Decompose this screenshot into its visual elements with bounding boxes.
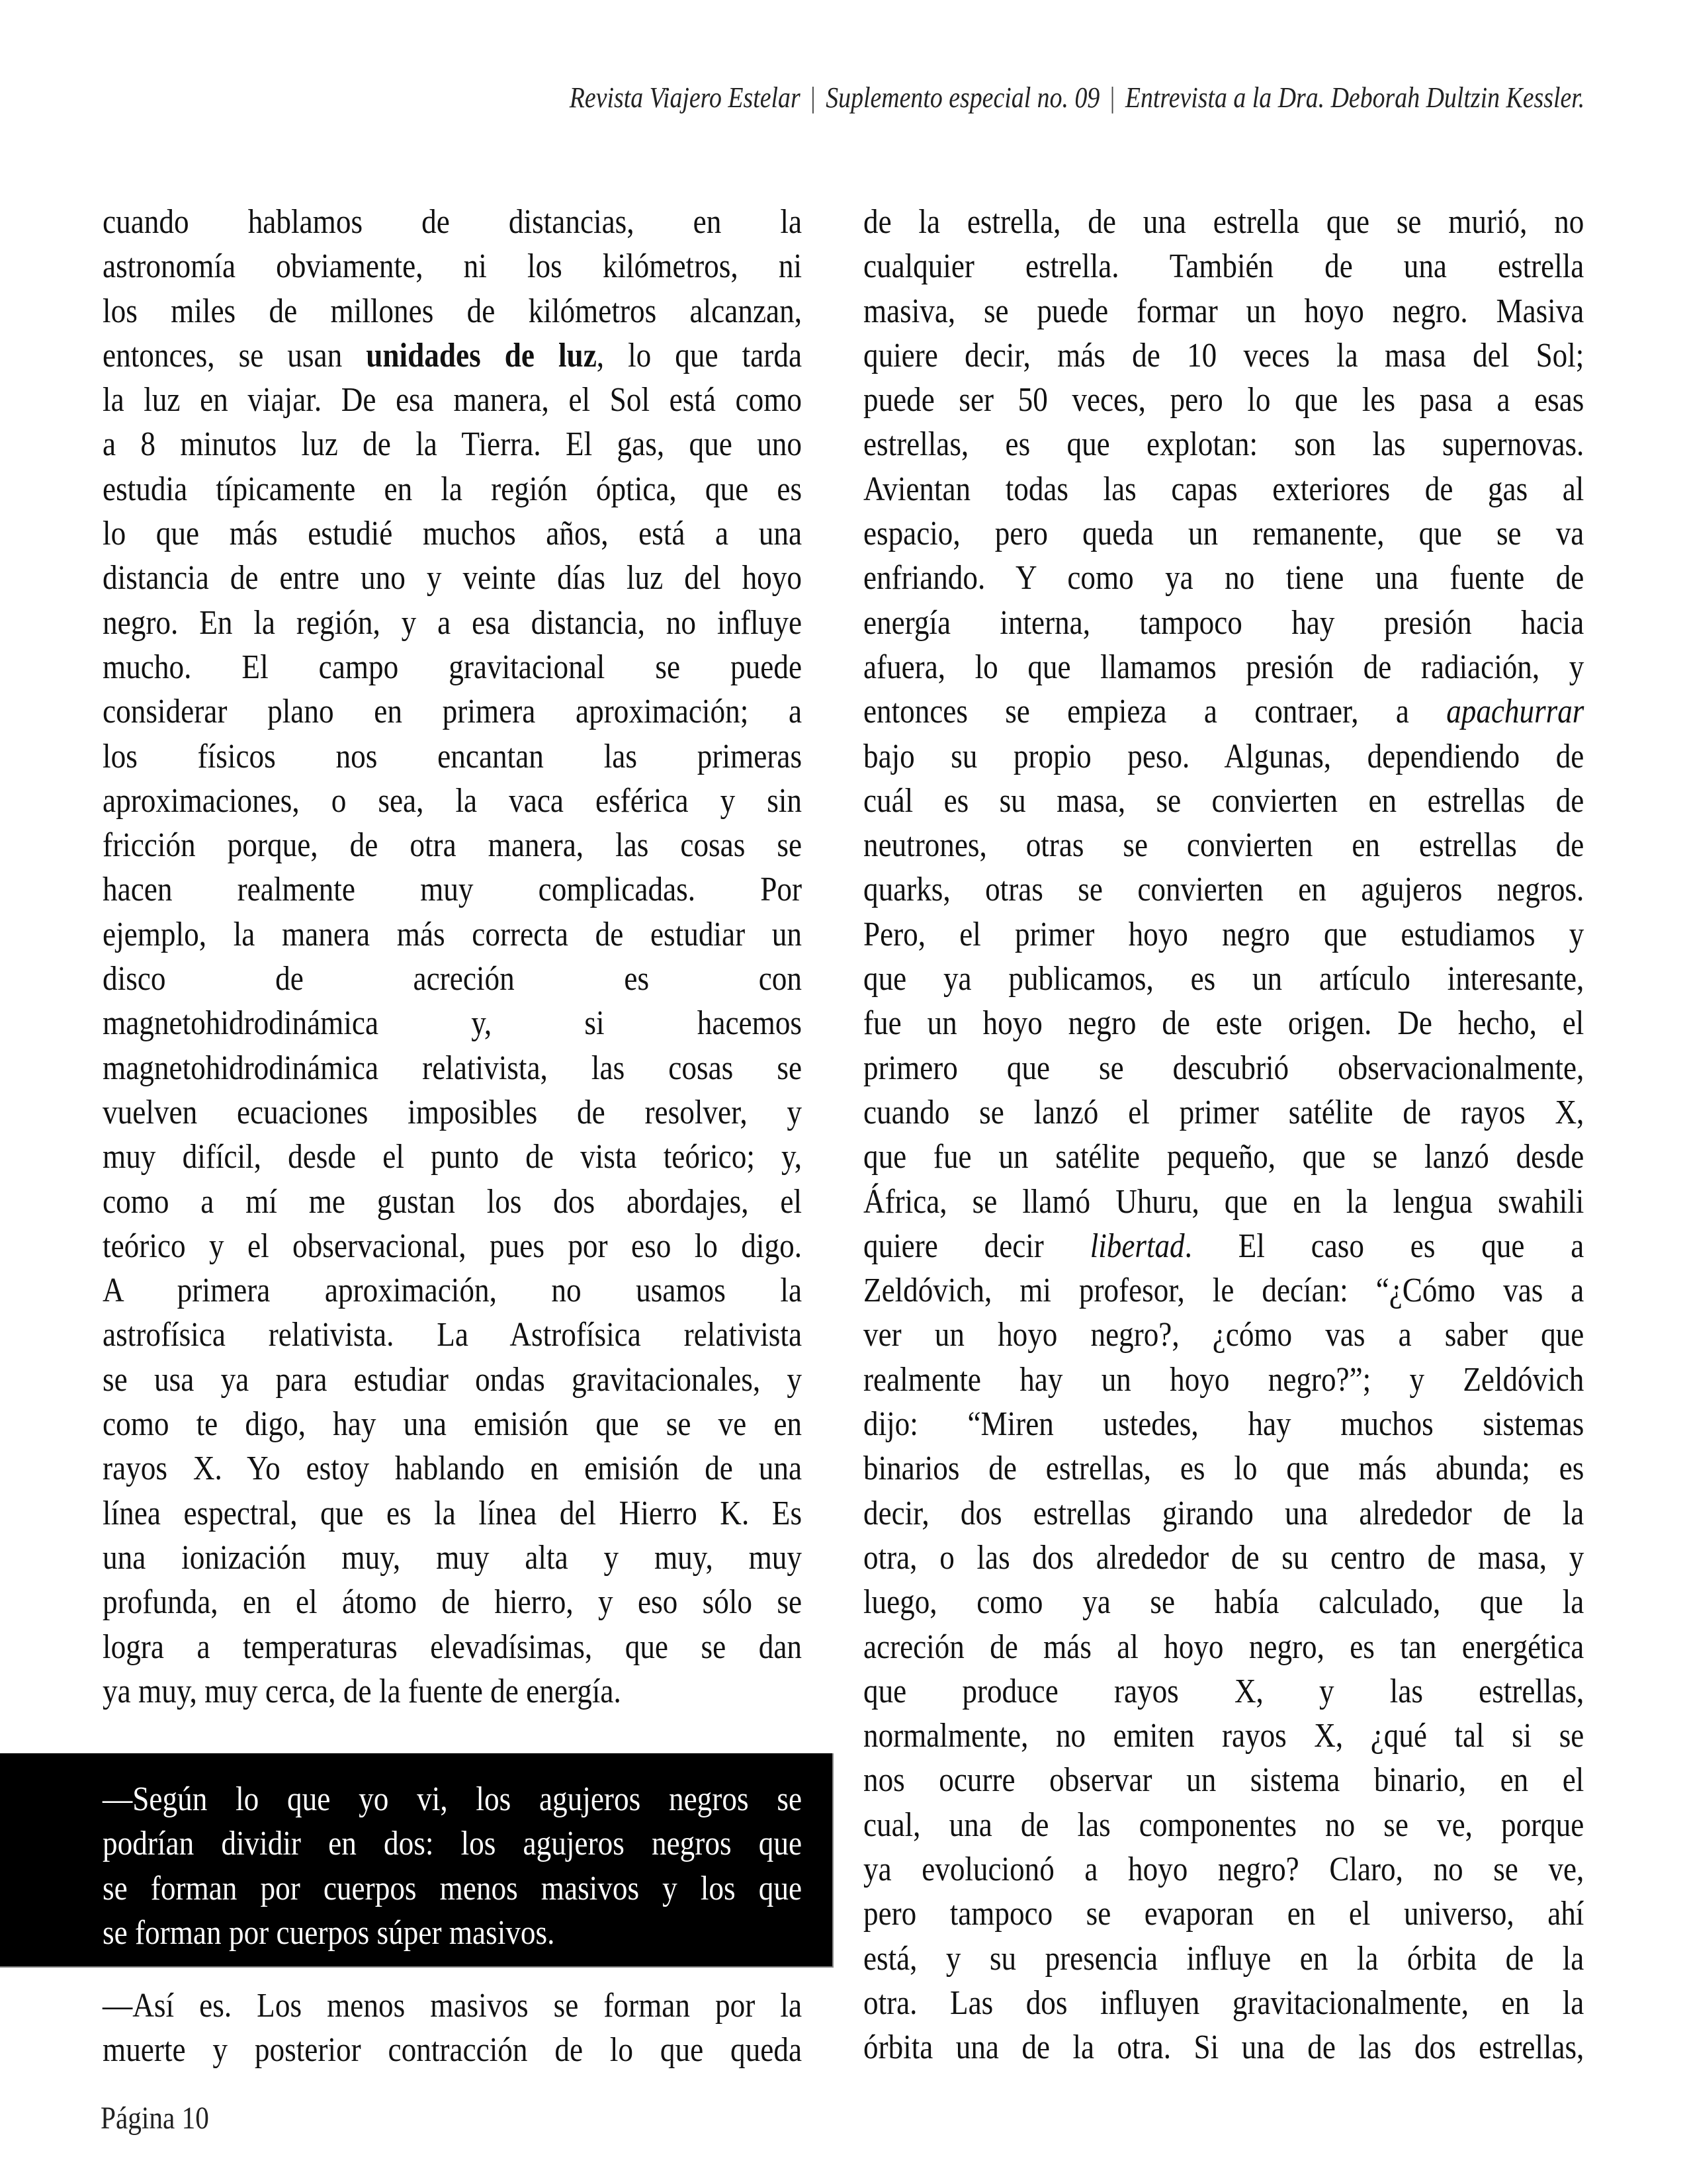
- text-line: se forman por cuerpos súper masivos.: [103, 1913, 555, 1952]
- text-line: acreción de más al hoyo negro, es tan energética: [863, 1628, 1584, 1666]
- text-line: estudia típicamente en la región óptica, que es: [103, 470, 802, 508]
- text-line: que produce rayos X, y las estrellas,: [863, 1672, 1584, 1710]
- text-line: que ya publicamos, es un artículo interesante,: [863, 960, 1584, 998]
- text-line: cualquier estrella. También de una estrella: [863, 247, 1584, 286]
- text-line: afuera, lo que llamamos presión de radiación, y: [863, 648, 1584, 686]
- text-line: una ionización muy, muy alta y muy, muy: [103, 1538, 802, 1577]
- text-line: como te digo, hay una emisión que se ve en: [103, 1405, 802, 1444]
- text-line: órbita una de la otra. Si una de las dos estrellas,: [863, 2029, 1584, 2067]
- emphasis-bold: unidades de luz: [366, 336, 597, 374]
- text-line: de la estrella, de una estrella que se murió, no: [863, 203, 1584, 241]
- text-line: los miles de millones de kilómetros alcanzan,: [103, 292, 802, 330]
- text-line: magnetohidrodinámica relativista, las cosas se: [103, 1049, 802, 1087]
- text-line: puede ser 50 veces, pero lo que les pasa a esas: [863, 381, 1584, 419]
- text-line: Zeldóvich, mi profesor, le decían: “¿Cómo vas a: [863, 1272, 1584, 1310]
- text-line: energía interna, tampoco hay presión hacia: [863, 603, 1584, 642]
- text-line: decir, dos estrellas girando una alrededor de la: [863, 1494, 1584, 1532]
- text-line: muy difícil, desde el punto de vista teórico; y,: [103, 1138, 802, 1176]
- text-line: fricción porque, de otra manera, las cosas se: [103, 826, 802, 865]
- text-line: masiva, se puede formar un hoyo negro. Masiva: [863, 292, 1584, 330]
- article-title: Entrevista a la Dra. Deborah Dultzin Kessler.: [1125, 81, 1584, 114]
- text-line: pero tampoco se evaporan en el universo, ahí: [863, 1895, 1584, 1933]
- text-line: está, y su presencia influye en la órbita de la: [863, 1939, 1584, 1978]
- text-line: quiere decir, más de 10 veces la masa del Sol;: [863, 336, 1584, 374]
- text-line: profunda, en el átomo de hierro, y eso sólo se: [103, 1583, 802, 1622]
- text-line: como a mí me gustan los dos abordajes, el: [103, 1182, 802, 1221]
- text-line: disco de acreción es con: [103, 960, 802, 998]
- emphasis-italic: libertad: [1090, 1227, 1185, 1265]
- text-line: teórico y el observacional, pues por eso lo digo.: [103, 1227, 802, 1265]
- text-line: quiere decir libertad. El caso es que a: [863, 1227, 1584, 1265]
- text-line: realmente hay un hoyo negro?”; y Zeldóvich: [863, 1360, 1584, 1399]
- text-line: podrían dividir en dos: los agujeros negros que: [103, 1825, 802, 1863]
- text-line: rayos X. Yo estoy hablando en emisión de una: [103, 1450, 802, 1488]
- text-line: línea espectral, que es la línea del Hierro K. Es: [103, 1494, 802, 1532]
- text-line: estrellas, es que explotan: son las supernovas.: [863, 425, 1584, 464]
- text-line: dijo: “Miren ustedes, hay muchos sistemas: [863, 1405, 1584, 1444]
- text-line: logra a temperaturas elevadísimas, que se dan: [103, 1628, 802, 1666]
- text-line: binarios de estrellas, es lo que más abunda; es: [863, 1450, 1584, 1488]
- text-line: luego, como ya se había calculado, que la: [863, 1583, 1584, 1622]
- text-line: primero que se descubrió observacionalmente,: [863, 1049, 1584, 1087]
- text-line: otra. Las dos influyen gravitacionalmente, en la: [863, 1984, 1584, 2022]
- header-separator: |: [1109, 81, 1115, 114]
- text-line: enfriando. Y como ya no tiene una fuente de: [863, 559, 1584, 597]
- page-number: Página 10: [101, 2101, 209, 2136]
- emphasis-italic: apachurrar: [1446, 693, 1584, 731]
- text-line: hacen realmente muy complicadas. Por: [103, 871, 802, 909]
- text-line: —Así es. Los menos masivos se forman por la: [103, 1987, 802, 2025]
- text-line: Avientan todas las capas exteriores de gas al: [863, 470, 1584, 508]
- text-line: se usa ya para estudiar ondas gravitacionales, y: [103, 1360, 802, 1399]
- interview-question-box: [0, 1753, 834, 1968]
- text-line: vuelven ecuaciones imposibles de resolver, y: [103, 1093, 802, 1131]
- text-line: cuando hablamos de distancias, en la: [103, 203, 802, 241]
- text-line: distancia de entre uno y veinte días luz del hoyo: [103, 559, 802, 597]
- interview-answer: [103, 1984, 802, 2073]
- text-line: muerte y posterior contracción de lo que queda: [103, 2031, 802, 2070]
- text-line: bajo su propio peso. Algunas, dependiendo de: [863, 737, 1584, 775]
- text-line: entonces se empieza a contraer, a apachurrar: [863, 693, 1584, 731]
- text-line: África, se llamó Uhuru, que en la lengua swahili: [863, 1182, 1584, 1221]
- text-line: los físicos nos encantan las primeras: [103, 737, 802, 775]
- publication-title: Revista Viajero Estelar: [569, 81, 800, 114]
- text-line: ya muy, muy cerca, de la fuente de energía.: [103, 1672, 621, 1710]
- text-line: ya evolucionó a hoyo negro? Claro, no se ve,: [863, 1850, 1584, 1888]
- text-line: magnetohidrodinámica y, si hacemos: [103, 1004, 802, 1043]
- text-line: ejemplo, la manera más correcta de estudiar un: [103, 915, 802, 953]
- text-line: lo que más estudié muchos años, está a una: [103, 515, 802, 553]
- text-line: Pero, el primer hoyo negro que estudiamos y: [863, 915, 1584, 953]
- text-line: negro. En la región, y a esa distancia, no influye: [103, 603, 802, 642]
- text-line: neutrones, otras se convierten en estrellas de: [863, 826, 1584, 865]
- text-line: cuando se lanzó el primer satélite de rayos X,: [863, 1093, 1584, 1131]
- text-line: se forman por cuerpos menos masivos y los que: [103, 1869, 802, 1907]
- right-column: [863, 200, 1584, 2070]
- left-column: [103, 200, 802, 1714]
- text-line: que fue un satélite pequeño, que se lanzó desde: [863, 1138, 1584, 1176]
- text-line: espacio, pero queda un remanente, que se va: [863, 515, 1584, 553]
- text-line: aproximaciones, o sea, la vaca esférica y sin: [103, 781, 802, 820]
- text-line: otra, o las dos alrededor de su centro de masa, y: [863, 1538, 1584, 1577]
- text-line: fue un hoyo negro de este origen. De hecho, el: [863, 1004, 1584, 1043]
- text-line: mucho. El campo gravitacional se puede: [103, 648, 802, 686]
- header-separator: |: [810, 81, 816, 114]
- text-line: ver un hoyo negro?, ¿cómo vas a saber que: [863, 1316, 1584, 1354]
- text-line: A primera aproximación, no usamos la: [103, 1272, 802, 1310]
- text-line: astronomía obviamente, ni los kilómetros, ni: [103, 247, 802, 286]
- text-line: cual, una de las componentes no se ve, porque: [863, 1806, 1584, 1844]
- text-line: —Según lo que yo vi, los agujeros negros se: [103, 1780, 802, 1818]
- text-line: quarks, otras se convierten en agujeros negros.: [863, 871, 1584, 909]
- text-line: considerar plano en primera aproximación; a: [103, 693, 802, 731]
- issue-title: Suplemento especial no. 09: [825, 81, 1100, 114]
- text-line: entonces, se usan unidades de luz, lo que tarda: [103, 336, 802, 374]
- text-line: cuál es su masa, se convierten en estrellas de: [863, 781, 1584, 820]
- interview-question: [103, 1777, 802, 1955]
- text-line: la luz en viajar. De esa manera, el Sol está como: [103, 381, 802, 419]
- text-line: astrofísica relativista. La Astrofísica relativista: [103, 1316, 802, 1354]
- running-header: [570, 78, 1584, 118]
- text-line: normalmente, no emiten rayos X, ¿qué tal si se: [863, 1717, 1584, 1755]
- text-line: a 8 minutos luz de la Tierra. El gas, que uno: [103, 425, 802, 464]
- text-line: nos ocurre observar un sistema binario, en el: [863, 1761, 1584, 1800]
